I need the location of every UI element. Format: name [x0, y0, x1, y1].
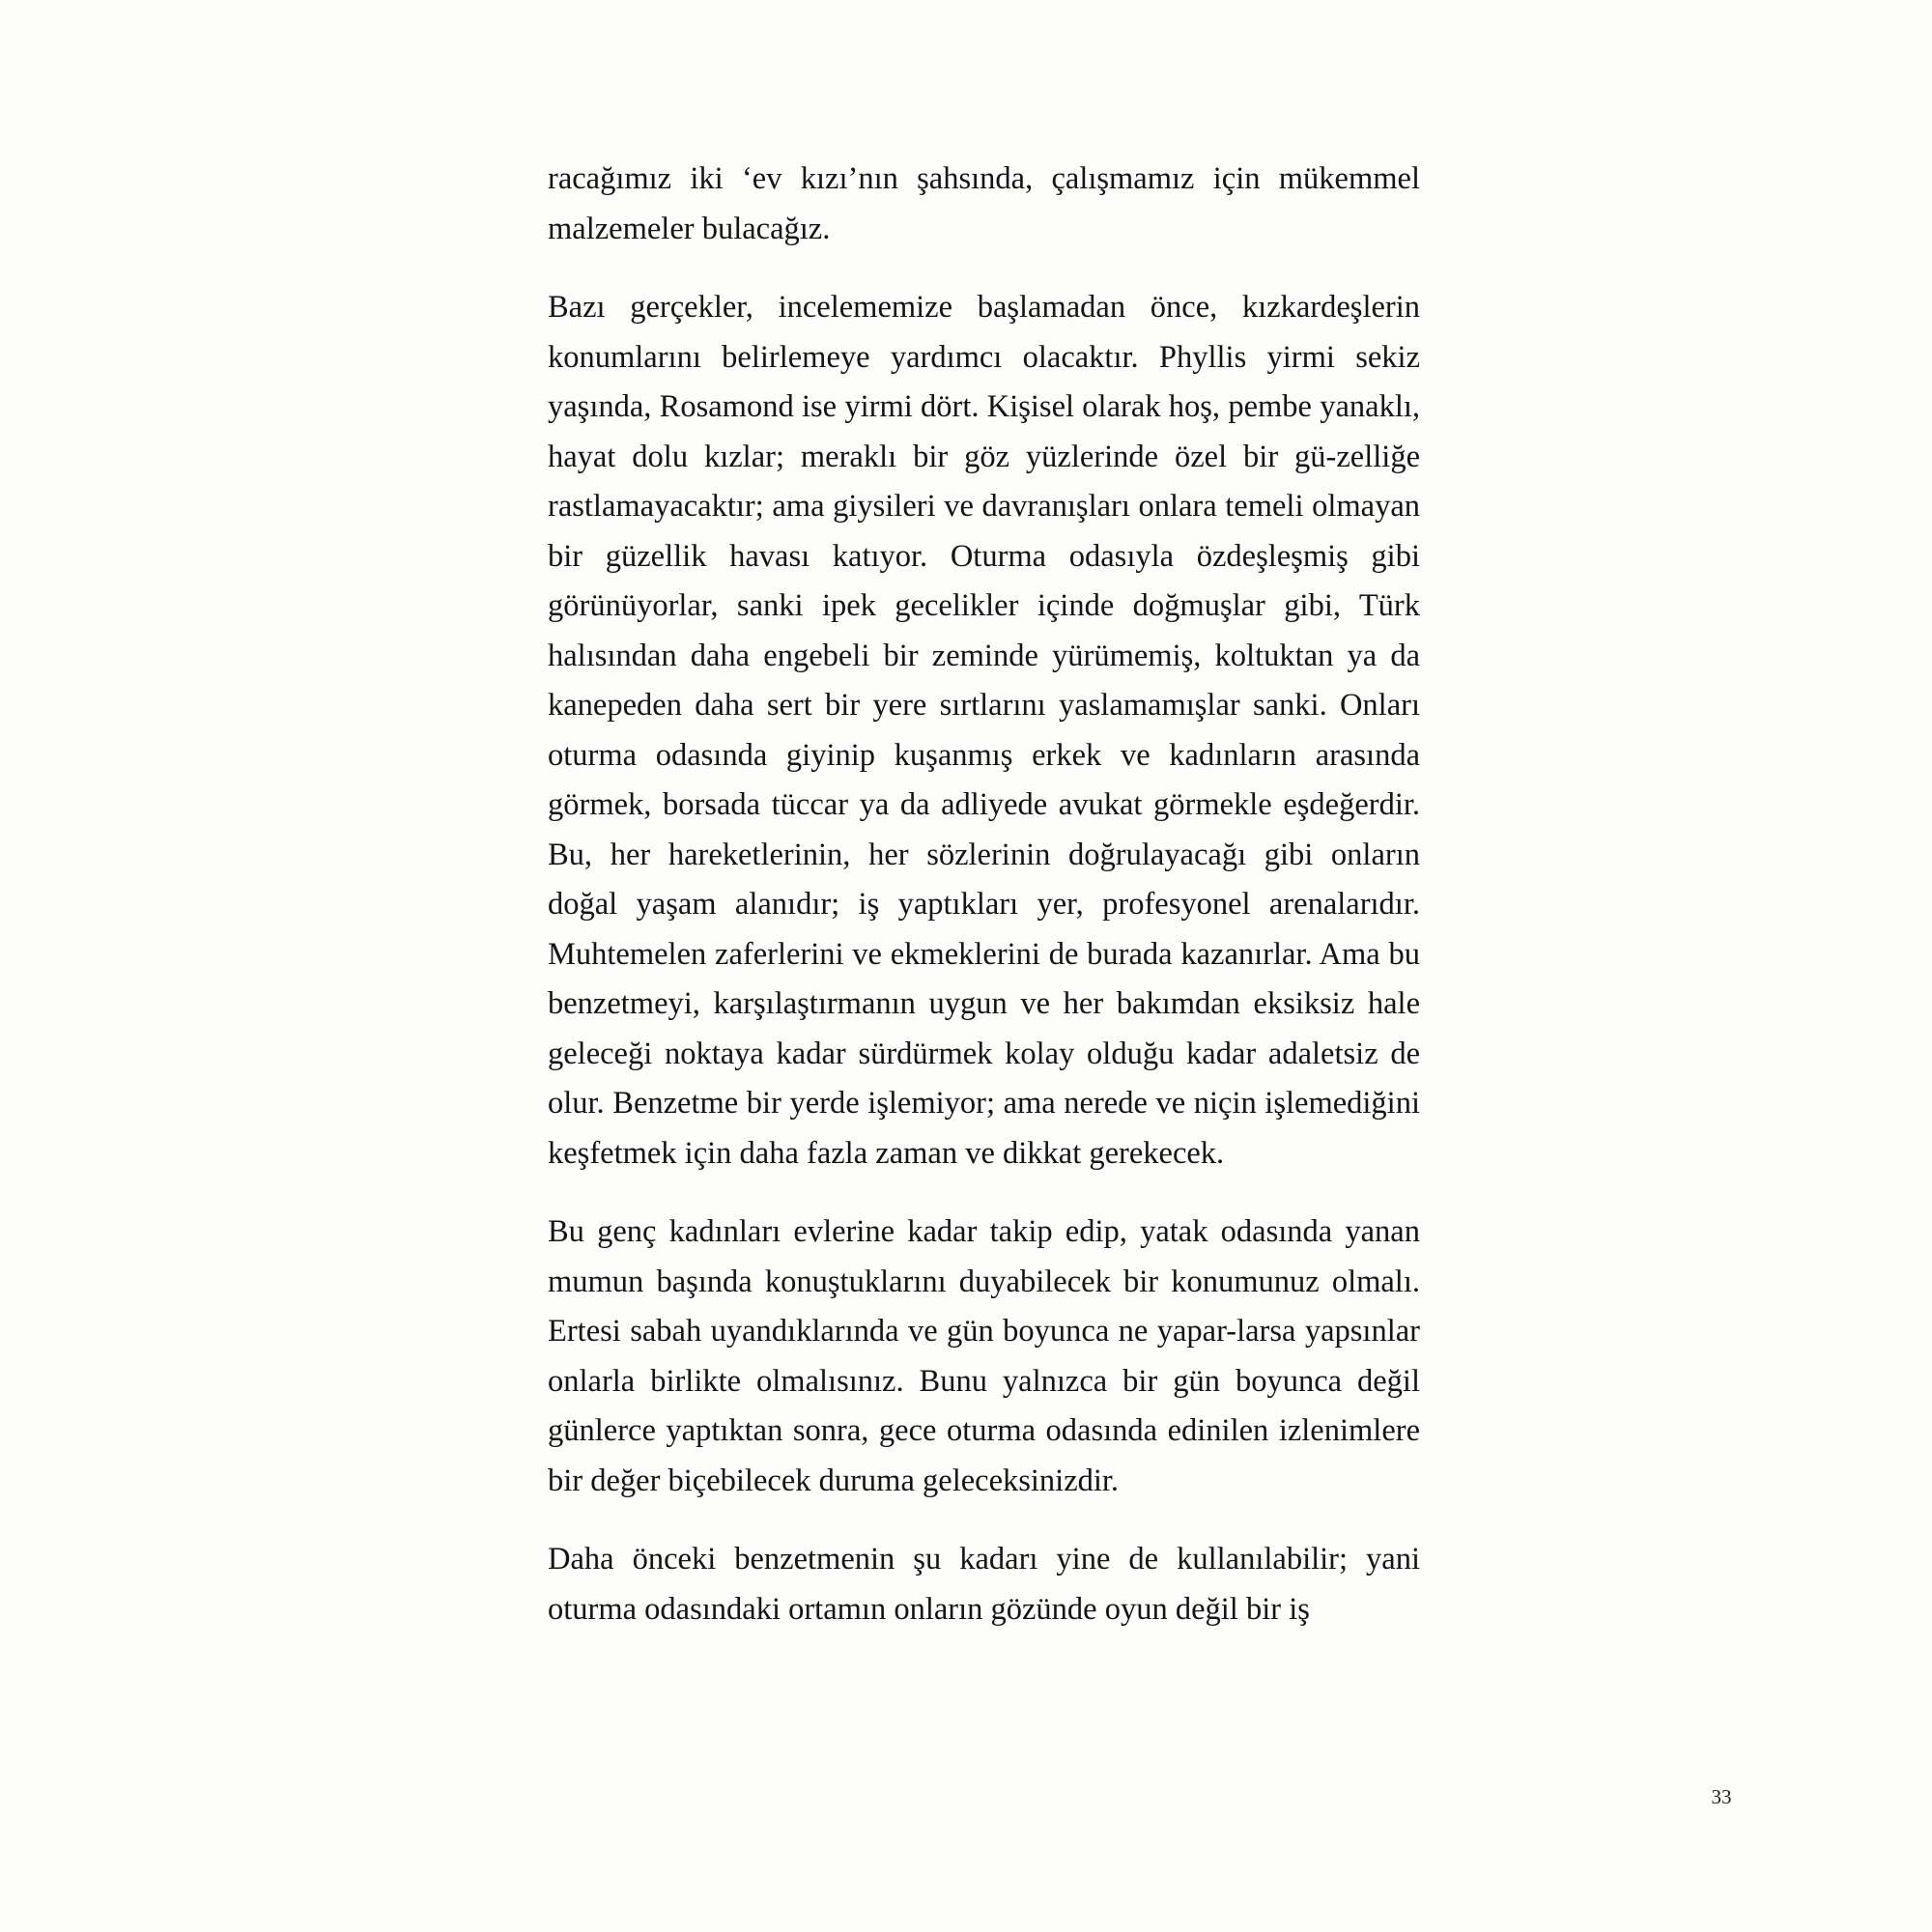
text-column: [548, 155, 1420, 1634]
paragraph-4: Daha önceki benzetmenin şu kadarı yine de kullanılabilir; yani oturma odasındaki ortamın onların gözünde oyun değil bir iş: [548, 1542, 1420, 1627]
paragraph-3: Bu genç kadınları evlerine kadar takip edip, yatak odasında yanan mumun başında konuştuklarını duyabilecek bir konumunuz olmalı. Ertesi sabah uyandıklarında ve gün boyunca ne yapar-larsa yapsınlar onlarla birlikte olmalısınız. Bunu yalnızca bir gün boyunca değil günlerce yaptıktan sonra, gece oturma odasında edinilen izlenimlere bir değer biçebilecek duruma geleceksinizdir.: [548, 1214, 1420, 1498]
paragraph-2: Bazı gerçekler, incelememize başlamadan önce, kızkardeşlerin konumlarını belirlemeye yardımcı olacaktır. Phyllis yirmi sekiz yaşında, Rosamond ise yirmi dört. Kişisel olarak hoş, pembe yanaklı, hayat dolu kızlar; meraklı bir göz yüzlerinde özel bir gü-zelliğe rastlamayacaktır; ama giysileri ve davranışları onlara temeli olmayan bir güzellik havası katıyor. Oturma odasıyla özdeşleşmiş gibi görünüyorlar, sanki ipek gecelikler içinde doğmuşlar gibi, Türk halısından daha engebeli bir zeminde yürümemiş, koltuktan ya da kanepeden daha sert bir yere sırtlarını yaslamamışlar sanki. Onları oturma odasında giyinip kuşanmış erkek ve kadınların arasında görmek, borsada tüccar ya da adliyede avukat görmekle eşdeğerdir. Bu, her hareketlerinin, her sözlerinin doğrulayacağı gibi onların doğal yaşam alanıdır; iş yaptıkları yer, profesyonel arenalarıdır. Muhtemelen zaferlerini ve ekmeklerini de burada kazanırlar. Ama bu benzetmeyi, karşılaştırmanın uygun ve her bakımdan eksiksiz hale geleceği noktaya kadar sürdürmek kolay olduğu kadar adaletsiz de olur. Benzetme bir yerde işlemiyor; ama nerede ve niçin işlemediğini keşfetmek için daha fazla zaman ve dikkat gerekecek.: [548, 290, 1420, 1171]
page-number: [0, 1785, 1932, 1809]
page-number-value: 33: [1711, 1785, 1732, 1808]
paragraph-1: racağımız iki ‘ev kızı’nın şahsında, çalışmamız için mükemmel malzemeler bulacağız.: [548, 161, 1420, 246]
